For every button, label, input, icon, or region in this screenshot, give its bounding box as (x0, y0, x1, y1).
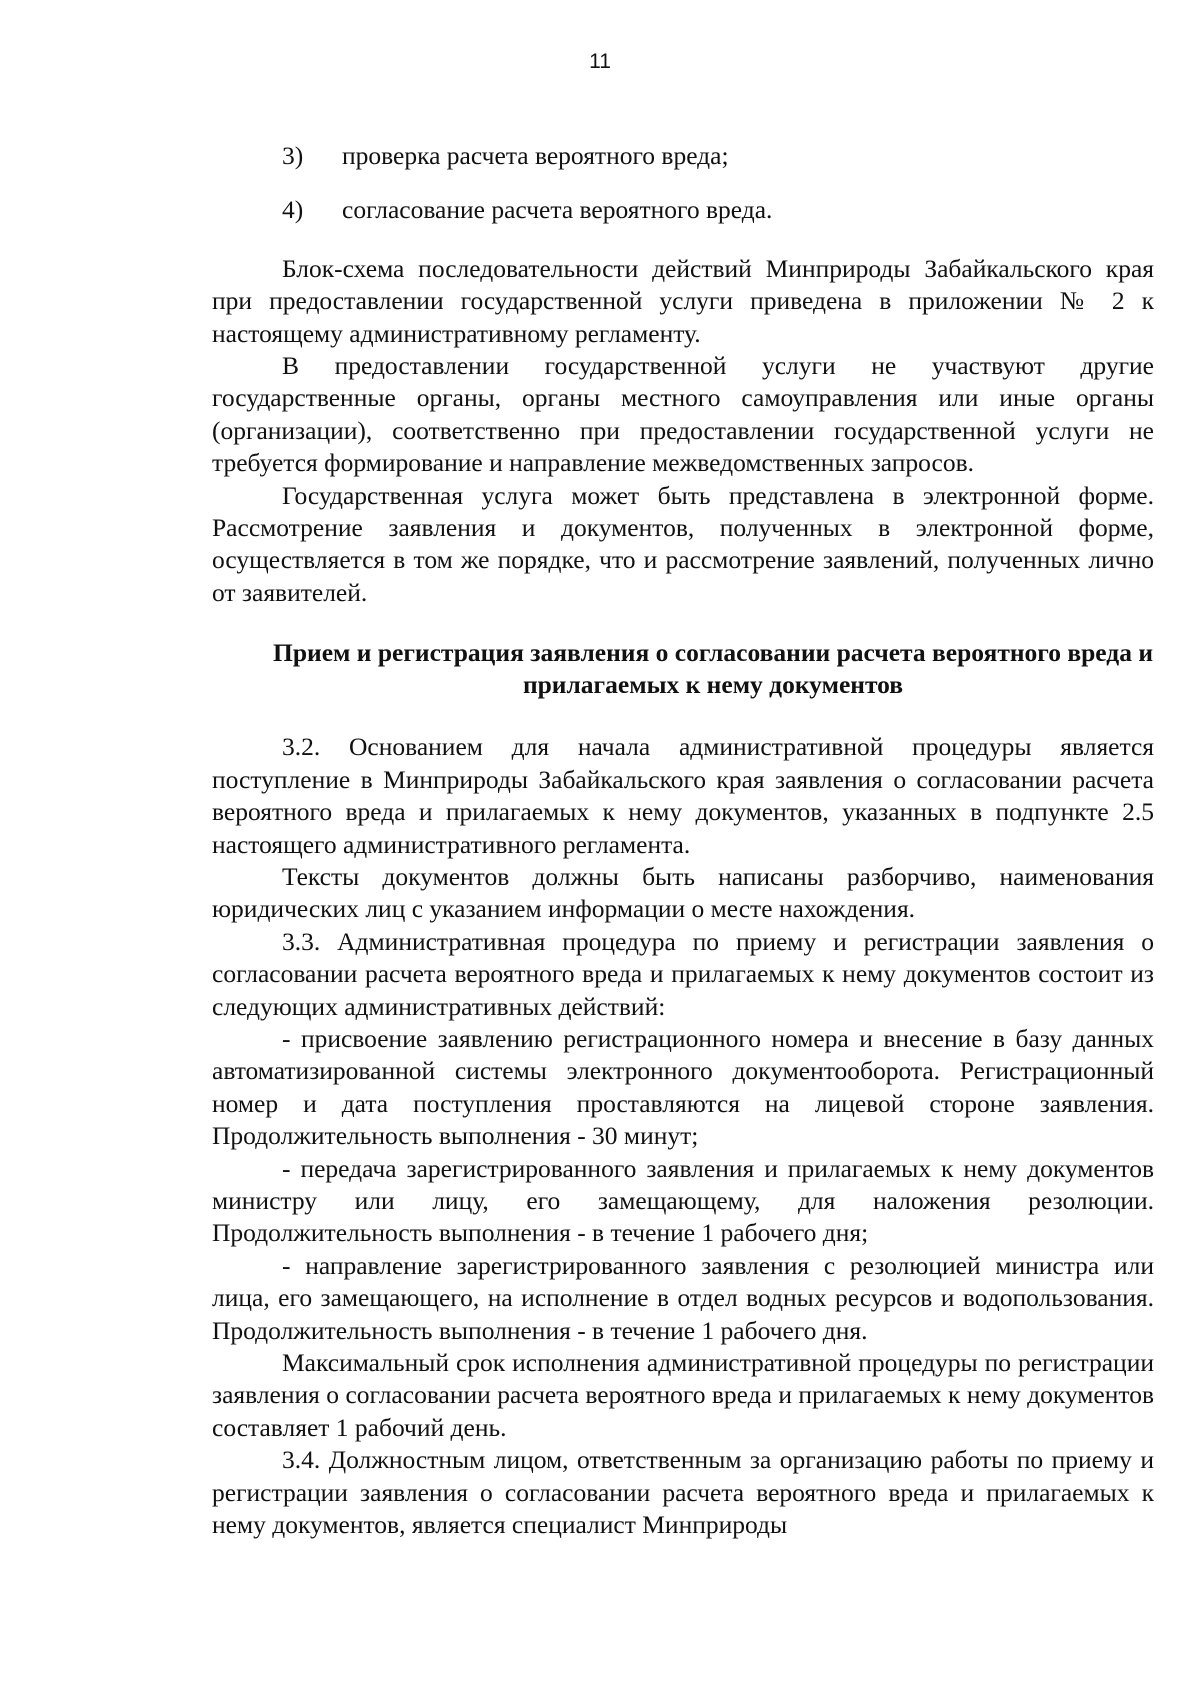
paragraph-legibility: Тексты документов должны быть написаны разборчиво, наименования юридических лиц с указанием информации о месте нахождения. (212, 861, 1154, 924)
paragraph-electronic-form: Государственная услуга может быть представлена в электронной форме. Рассмотрение заявления и документов, полученных в электронной форме, осуществляется в том же порядке, что и рассмотрение заявлений, полученных лично от заявителей. (212, 480, 1154, 607)
paragraph-3-2: 3.2. Основанием для начала административной процедуры является поступление в Минприроды Забайкальского края заявления о согласовании расчета вероятного вреда и прилагаемых к нему документов, указанных в подпункте 2.5 настоящего административного регламента. (212, 732, 1154, 859)
list-item-text: согласование расчета вероятного вреда. (342, 195, 773, 225)
paragraph-3-3: 3.3. Административная процедура по приему и регистрации заявления о согласовании расчета вероятного вреда и прилагаемых к нему документов состоит из следующих административных действий: (212, 926, 1154, 1021)
paragraph-action-direction: - направление зарегистрированного заявления с резолюцией министра или лица, его замещающего, на исполнение в отдел водных ресурсов и водопользования. Продолжительность выполнения - в течение 1 рабочего дня. (212, 1250, 1154, 1345)
paragraph-max-term: Максимальный срок исполнения административной процедуры по регистрации заявления о согласовании расчета вероятного вреда и прилагаемых к нему документов составляет 1 рабочий день. (212, 1348, 1154, 1442)
list-item (212, 140, 1154, 172)
paragraph-action-registration: - присвоение заявлению регистрационного номера и внесение в базу данных автоматизированной системы электронного документооборота. Регистрационный номер и дата поступления проставляются на лицевой стороне заявления. Продолжительность выполнения - 30 минут; (212, 1023, 1154, 1151)
list-item (212, 194, 1154, 226)
list-item-text: проверка расчета вероятного вреда; (342, 141, 729, 170)
paragraph-3-4: 3.4. Должностным лицом, ответственным за организацию работы по приему и регистрации заявления о согласовании расчета вероятного вреда и прилагаемых к нему документов, является специалист Минприроды (212, 1445, 1154, 1540)
list-item-number: 3) (282, 141, 304, 170)
page-number: 11 (589, 50, 611, 73)
list-item-number: 4) (282, 195, 304, 225)
section-heading: Прием и регистрация заявления о согласовании расчета вероятного вреда и прилагаемых к нему документов (272, 638, 1154, 700)
paragraph-action-transfer: - передача зарегистрированного заявления и прилагаемых к нему документов министру или лицу, его замещающему, для наложения резолюции. Продолжительность выполнения - в течение 1 рабочего дня; (212, 1153, 1154, 1248)
paragraph-flowchart-reference: Блок-схема последовательности действий Минприроды Забайкальского края при предоставлении государственной услуги приведена в приложении № 2 к настоящему административному регламенту. (212, 253, 1154, 348)
paragraph-no-interagency-requests: В предоставлении государственной услуги не участвуют другие государственные органы, органы местного самоуправления или иные органы (организации), соответственно при предоставлении государственной услуги не требуется формирование и направление межведомственных запросов. (212, 351, 1154, 478)
document-body (212, 140, 1154, 1541)
